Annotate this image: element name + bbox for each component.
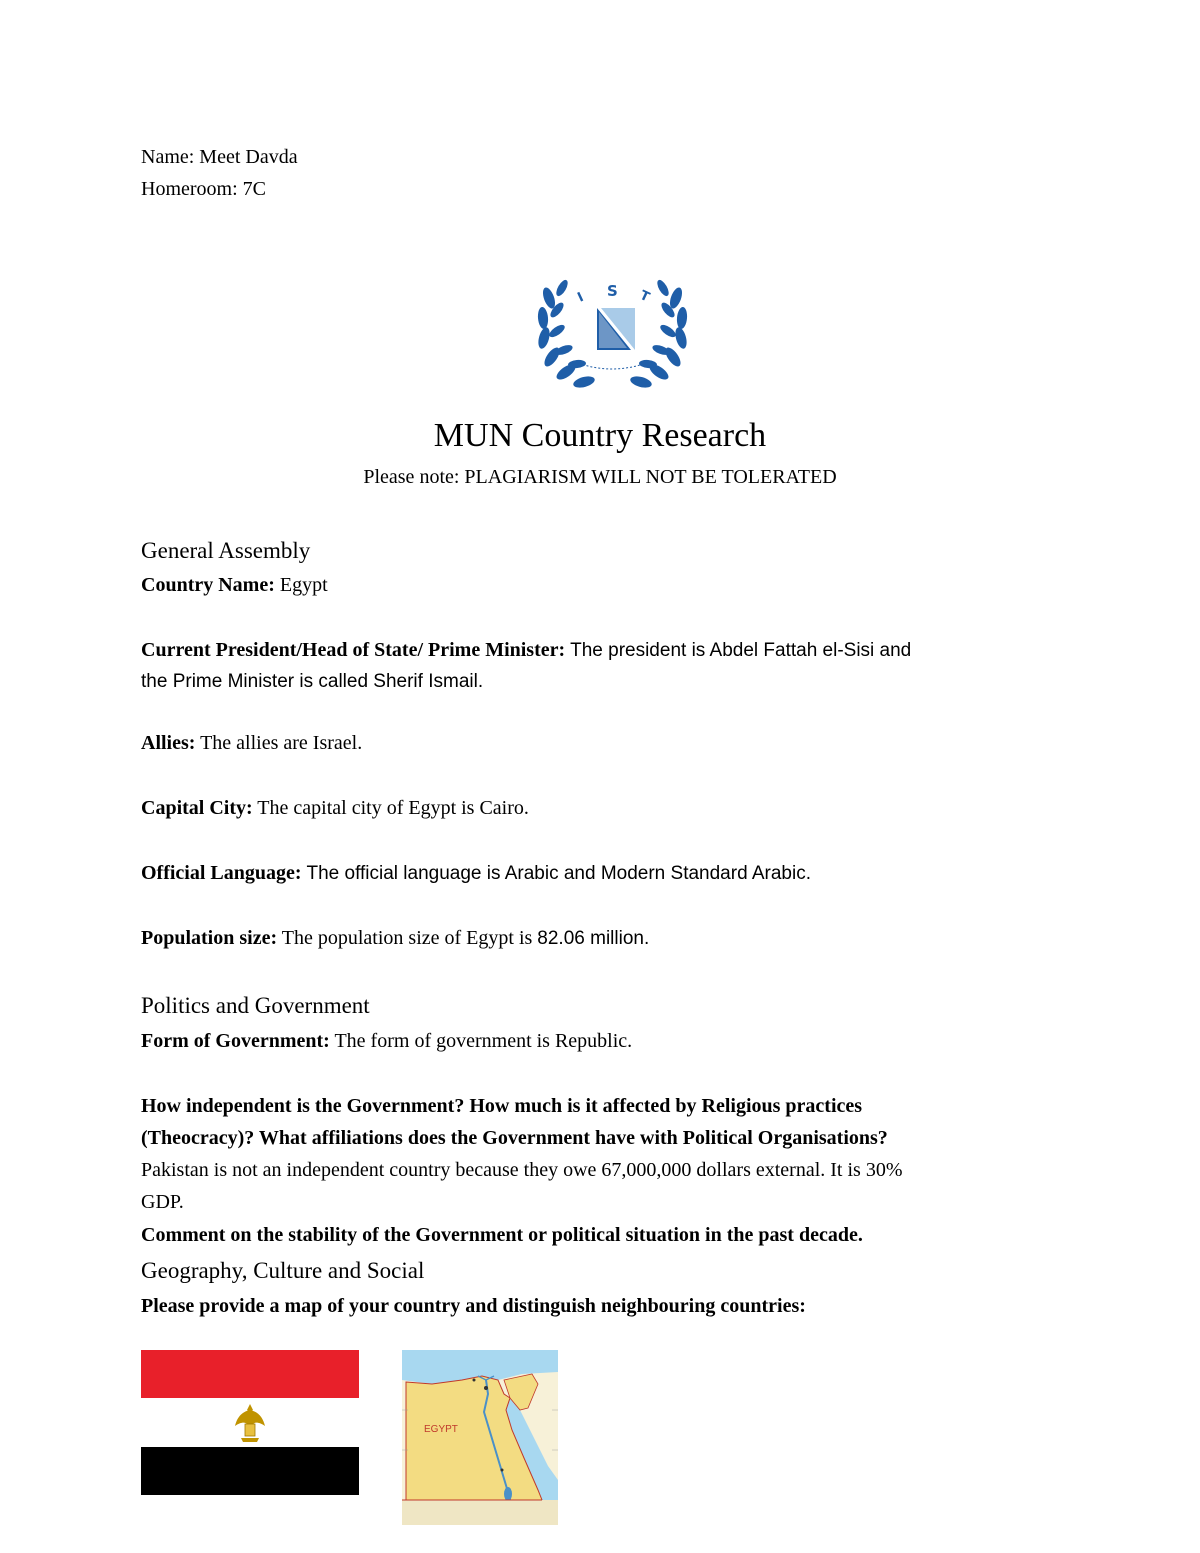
language-value: The official language is Arabic and Modern Standard Arabic. (301, 863, 812, 884)
stability-question-text: Comment on the stability of the Government or political situation in the past decade. (141, 1224, 863, 1246)
country-name-value: Egypt (274, 574, 328, 596)
map-prompt (141, 1290, 806, 1322)
svg-text:S: S (607, 282, 618, 300)
section-heading-politics: Politics and Government (141, 993, 370, 1018)
language-row (141, 857, 811, 890)
form-of-government-value: The form of government is Republic. (329, 1030, 633, 1052)
independence-question-text-2: (Theocracy)? What affiliations does the Government have with Political Organisations? (141, 1127, 888, 1149)
president-value-line-1: The president is Abdel Fattah el-Sisi and (565, 640, 912, 661)
egypt-flag-image (141, 1350, 359, 1495)
population-value-a: The population size of (277, 927, 467, 949)
map-prompt-text: Please provide a map of your country and distinguish neighbouring countries: (141, 1295, 806, 1317)
country-name-label: Country Name: (141, 574, 275, 596)
language-label: Official Language: (141, 862, 302, 884)
section-heading-general-assembly: General Assembly (141, 538, 311, 563)
svg-text:T: T (637, 288, 652, 306)
independence-answer-line-1: Pakistan is not an independent country because they owe 67,000,000 dollars external. It is 30% (141, 1159, 903, 1181)
stability-question (141, 1219, 863, 1251)
population-row (141, 922, 649, 955)
form-of-government-row (141, 1025, 632, 1057)
population-value-b: Egypt is (466, 927, 538, 949)
page-title: MUN Country Research (433, 417, 767, 454)
laurel-logo-icon (535, 268, 690, 396)
independence-question-text-1: How independent is the Government? How much is it affected by Religious practices (141, 1095, 863, 1117)
president-label: Current President/Head of State/ Prime Minister: (141, 639, 566, 661)
form-of-government-label: Form of Government: (141, 1030, 330, 1052)
allies-value: The allies are Israel. (195, 732, 363, 754)
population-value-c: 82.06 million. (537, 928, 650, 949)
capital-value: The capital city of Egypt is Cairo. (252, 797, 529, 819)
allies-label: Allies: (141, 732, 196, 754)
svg-text:I: I (575, 289, 587, 306)
flag-black-stripe (141, 1447, 359, 1495)
flag-white-stripe (141, 1398, 359, 1447)
capital-label: Capital City: (141, 797, 253, 819)
homeroom: Homeroom: 7C (141, 178, 266, 200)
president-row (141, 634, 911, 667)
independence-question-line-2 (141, 1122, 888, 1154)
independence-question-line-1 (141, 1090, 862, 1122)
plagiarism-note: Please note: PLAGIARISM WILL NOT BE TOLERATED (363, 466, 837, 488)
eagle-of-saladin-icon (233, 1400, 267, 1444)
egypt-map-image (402, 1350, 558, 1525)
map-country-label: EGYPT (424, 1424, 458, 1435)
capital-row (141, 792, 529, 824)
section-heading-geography: Geography, Culture and Social (141, 1258, 425, 1283)
population-label: Population size: (141, 927, 278, 949)
flag-red-stripe (141, 1350, 359, 1398)
student-name: Name: Meet Davda (141, 146, 298, 168)
school-logo (535, 268, 690, 396)
country-name-row (141, 569, 328, 601)
president-value-line-2: the Prime Minister is called Sherif Ismail. (141, 671, 484, 692)
independence-answer-line-2: GDP. (141, 1191, 184, 1213)
allies-row (141, 727, 362, 759)
egypt-map-icon (402, 1350, 558, 1525)
